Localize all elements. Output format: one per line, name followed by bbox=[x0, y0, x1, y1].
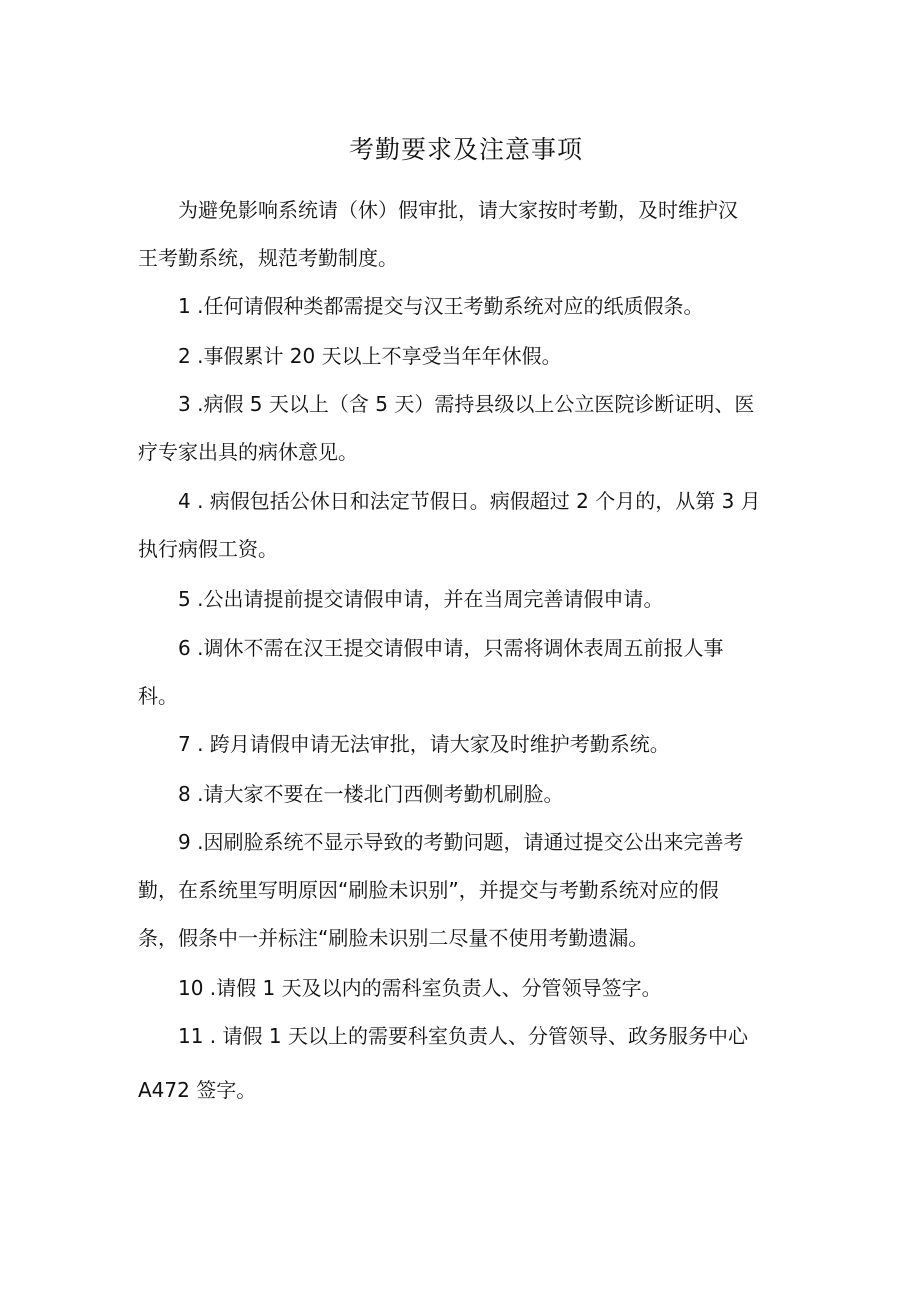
item-6-line-1: 6 .调休不需在汉王提交请假申请，只需将调休表周五前报人事 bbox=[178, 636, 724, 660]
item-11-line-2: A472 签字。 bbox=[138, 1078, 257, 1102]
item-3-line-2: 疗专家出具的病休意见。 bbox=[138, 440, 358, 464]
item-8-line-1: 8 .请大家不要在一楼北门西侧考勤机刷脸。 bbox=[178, 782, 564, 806]
item-2-line-1: 2 .事假累计 20 天以上不享受当年年休假。 bbox=[178, 344, 562, 368]
intro-paragraph bbox=[138, 186, 794, 282]
item-8 bbox=[138, 770, 794, 818]
item-11 bbox=[138, 1012, 794, 1114]
item-4-line-1: 4 . 病假包括公休日和法定节假日。病假超过 2 个月的，从第 3 月 bbox=[178, 489, 761, 513]
item-9-line-2: 勤，在系统里写明原因“刷脸未识别”，并提交与考勤系统对应的假 bbox=[138, 878, 719, 902]
item-7 bbox=[138, 720, 794, 768]
intro-line-1: 为避免影响系统请（休）假审批，请大家按时考勤，及时维护汉 bbox=[178, 198, 738, 222]
item-5-line-1: 5 .公出请提前提交请假申请，并在当周完善请假申请。 bbox=[178, 587, 664, 611]
item-9-line-3: 条，假条中一并标注“刷脸未识别二尽量不使用考勤遗漏。 bbox=[138, 926, 649, 950]
item-10-line-1: 10 .请假 1 天及以内的需科室负责人、分管领导签字。 bbox=[178, 976, 662, 1000]
item-4 bbox=[138, 477, 794, 573]
item-4-line-2: 执行病假工资。 bbox=[138, 537, 278, 561]
item-9-line-1: 9 .因刷脸系统不显示导致的考勤问题，请通过提交公出来完善考 bbox=[178, 830, 744, 854]
item-7-line-1: 7 . 跨月请假申请无法审批，请大家及时维护考勤系统。 bbox=[178, 732, 670, 756]
item-3 bbox=[138, 380, 794, 476]
item-1-line-1: 1 .任何请假种类都需提交与汉王考勤系统对应的纸质假条。 bbox=[178, 294, 704, 318]
item-6 bbox=[138, 624, 794, 720]
item-11-line-1: 11 . 请假 1 天以上的需要科室负责人、分管领导、政务服务中心 bbox=[178, 1024, 748, 1048]
item-5 bbox=[138, 575, 794, 623]
item-2 bbox=[138, 332, 794, 380]
document-title: 考勤要求及注意事项 bbox=[348, 135, 583, 164]
item-6-line-2: 科。 bbox=[138, 684, 178, 708]
intro-line-2: 王考勤系统，规范考勤制度。 bbox=[138, 246, 398, 270]
item-3-line-1: 3 .病假 5 天以上（含 5 天）需持县级以上公立医院诊断证明、医 bbox=[178, 392, 755, 416]
item-10 bbox=[138, 964, 794, 1012]
item-1 bbox=[138, 282, 794, 330]
item-9 bbox=[138, 818, 794, 962]
